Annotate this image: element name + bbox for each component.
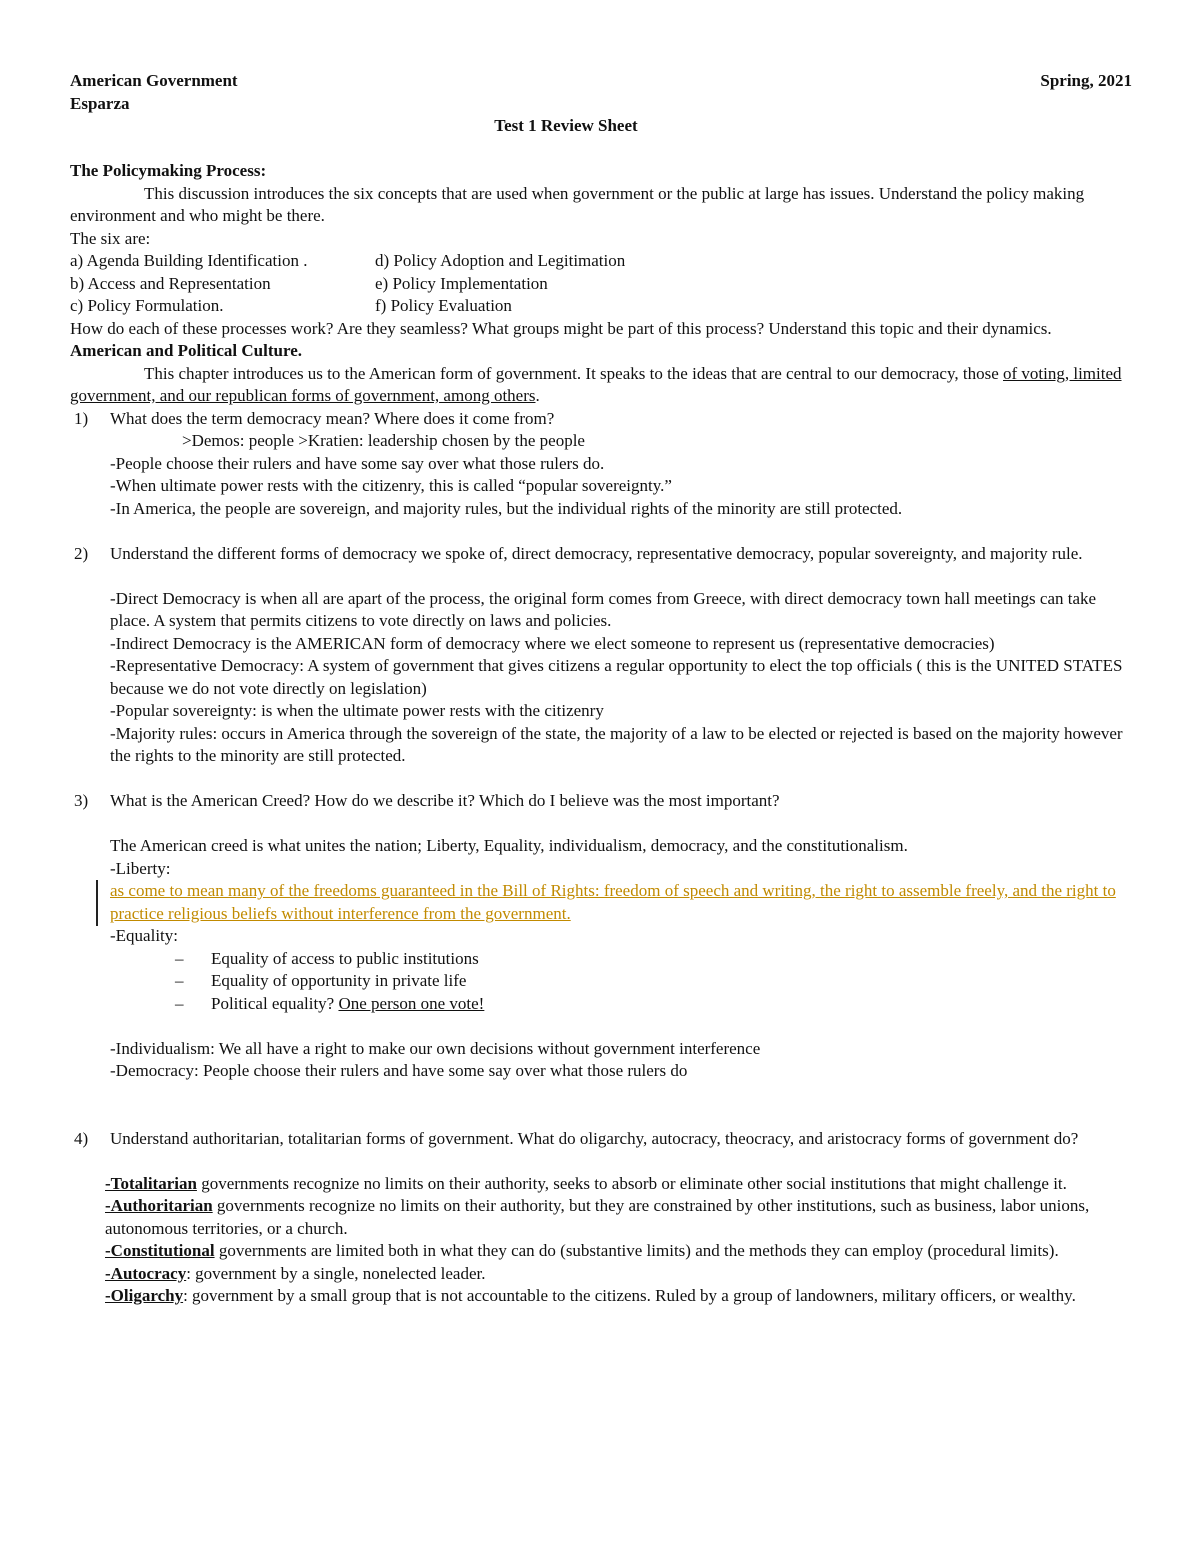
definition-oligarchy — [105, 1285, 1132, 1308]
definition-text: : government by a single, nonelected leader. — [186, 1263, 486, 1283]
course-name: American Government — [70, 71, 238, 90]
culture-intro-underlined: of voting, limited government, and our republican forms of government, among others — [70, 363, 1122, 405]
dash-bullet: – — [175, 948, 184, 968]
culture-intro-text: This chapter introduces us to the American form of government. It speaks to the ideas that are central to our democracy, those — [144, 363, 1003, 383]
definition-text: governments are limited both in what they can do (substantive limits) and the methods they can employ (procedural limits). — [214, 1241, 1059, 1260]
question-text: What does the term democracy mean? Where does it come from? — [110, 408, 555, 428]
dash-bullet: – — [175, 993, 184, 1013]
liberty-label: -Liberty: — [110, 858, 171, 878]
equality-item-text: Equality of opportunity in private life — [211, 971, 467, 990]
culture-intro-end: . — [535, 386, 540, 405]
spacer — [70, 1083, 1132, 1106]
question-2 — [70, 543, 1132, 566]
equality-item-text — [211, 993, 484, 1016]
header-row — [70, 70, 1132, 93]
instructor-name: Esparza — [70, 93, 130, 113]
liberty-tracked-text: as come to mean many of the freedoms guaranteed in the Bill of Rights: freedom of speech and writing, the right to assemble freely, and the right to practice religious beliefs without interference from the government. — [110, 881, 1116, 923]
one-person-one-vote: One person one vote! — [338, 993, 485, 1013]
answer-line: -When ultimate power rests with the citizenry, this is called “popular sovereignty.” — [110, 476, 672, 495]
spacer — [70, 768, 1132, 791]
democracy-line: -Democracy: People choose their rulers and have some say over what those rulers do — [110, 1061, 688, 1080]
question-number: 2) — [74, 543, 89, 563]
question-number: 1) — [74, 408, 89, 428]
revision-bar — [96, 880, 98, 926]
liberty-text-block — [110, 880, 1132, 925]
question-text: Understand the different forms of democracy we spoke of, direct democracy, representative democracy, popular sovereignty, and majority rule. — [110, 543, 1083, 563]
definition-term: -Oligarchy — [105, 1286, 184, 1305]
question-number: 3) — [74, 791, 89, 810]
equality-item — [175, 993, 1132, 1016]
six-are-label: The six are: — [70, 228, 151, 248]
definition-authoritarian — [105, 1195, 1132, 1240]
question-text: What is the American Creed? How do we describe it? Which do I believe was the most important? — [110, 791, 780, 810]
policy-questions: How do each of these processes work? Are they seamless? What groups might be part of this process? Understand this topic and their dynamics. — [70, 318, 1052, 338]
question-3 — [70, 790, 1132, 813]
spacer — [70, 1015, 1132, 1038]
definition-term: -Totalitarian — [105, 1173, 197, 1193]
spacer — [70, 565, 1132, 588]
answer-line: -Representative Democracy: A system of government that gives citizens a regular opportunity to elect the top officials ( this is the UNITED STATES because we do not vote directly on legislation) — [110, 656, 1123, 698]
definition-term: -Authoritarian — [105, 1196, 213, 1215]
concept-row — [70, 250, 1132, 273]
answer-line: -Indirect Democracy is the AMERICAN form of democracy where we elect someone to represent us (representative democracies) — [110, 633, 995, 653]
policy-heading: The Policymaking Process: — [70, 161, 267, 180]
spacer — [70, 138, 1132, 161]
policy-intro: This discussion introduces the six concepts that are used when government or the public at large has issues. Understand the policy making environment and who might be there. — [70, 183, 1085, 225]
document-title: Test 1 Review Sheet — [494, 116, 638, 135]
culture-heading: American and Political Culture. — [70, 341, 302, 360]
question-number: 4) — [74, 1128, 89, 1148]
political-equality-text: Political equality? — [211, 993, 339, 1013]
definition-constitutional — [105, 1240, 1132, 1263]
answer-line: -In America, the people are sovereign, and majority rules, but the individual rights of the minority are still protected. — [110, 498, 903, 518]
concept-item: d) Policy Adoption and Legitimation — [375, 251, 626, 270]
equality-item — [175, 948, 1132, 971]
answer-line: -People choose their rulers and have some say over what those rulers do. — [110, 453, 605, 473]
spacer — [70, 520, 1132, 543]
dash-bullet: – — [175, 971, 184, 990]
definition-term: -Constitutional — [105, 1241, 215, 1260]
spacer — [70, 1105, 1132, 1128]
etymology: >Demos: people >Kratien: leadership chosen by the people — [182, 431, 585, 450]
document-page — [70, 70, 1132, 1308]
spacer — [70, 1150, 1132, 1173]
concept-row — [70, 295, 1132, 318]
spacer — [70, 813, 1132, 836]
culture-intro — [70, 363, 1132, 408]
concept-item: c) Policy Formulation. — [70, 296, 224, 315]
individualism-line: -Individualism: We all have a right to make our own decisions without government interference — [110, 1038, 761, 1058]
concept-item: e) Policy Implementation — [375, 273, 548, 293]
question-4 — [70, 1128, 1132, 1151]
concept-item: a) Agenda Building Identification . — [70, 251, 308, 270]
concept-row — [70, 273, 1132, 296]
answer-line: -Direct Democracy is when all are apart of the process, the original form comes from Greece, with direct democracy town hall meetings can take place. A system that permits citizens to vote directly on laws and policies. — [110, 588, 1097, 630]
term: Spring, 2021 — [1040, 71, 1132, 90]
concept-item: b) Access and Representation — [70, 273, 271, 293]
definition-autocracy — [105, 1263, 1132, 1286]
answer-line: -Majority rules: occurs in America through the sovereign of the state, the majority of a law to be elected or rejected is based on the majority however the rights to the minority are still protected. — [110, 723, 1123, 765]
concept-item: f) Policy Evaluation — [375, 296, 512, 315]
definition-text: governments recognize no limits on their authority, seeks to absorb or eliminate other social institutions that might challenge it. — [196, 1173, 1067, 1193]
creed-definition: The American creed is what unites the nation; Liberty, Equality, individualism, democracy, and the constitutionalism. — [110, 836, 908, 855]
equality-label: -Equality: — [110, 926, 178, 945]
definition-totalitarian — [105, 1173, 1132, 1196]
answer-line: -Popular sovereignty: is when the ultimate power rests with the citizenry — [110, 701, 604, 720]
equality-item-text: Equality of access to public institutions — [211, 948, 479, 968]
definition-term: -Autocracy — [105, 1263, 187, 1283]
equality-item — [175, 970, 1132, 993]
question-1 — [70, 408, 1132, 431]
question-text: Understand authoritarian, totalitarian forms of government. What do oligarchy, autocracy, theocracy, and aristocracy forms of government do? — [110, 1128, 1079, 1148]
definition-text: : government by a small group that is not accountable to the citizens. Ruled by a group of landowners, military officers, or wealthy. — [183, 1286, 1076, 1305]
definition-text: governments recognize no limits on their authority, but they are constrained by other institutions, such as business, labor unions, autonomous territories, or a church. — [105, 1196, 1090, 1238]
